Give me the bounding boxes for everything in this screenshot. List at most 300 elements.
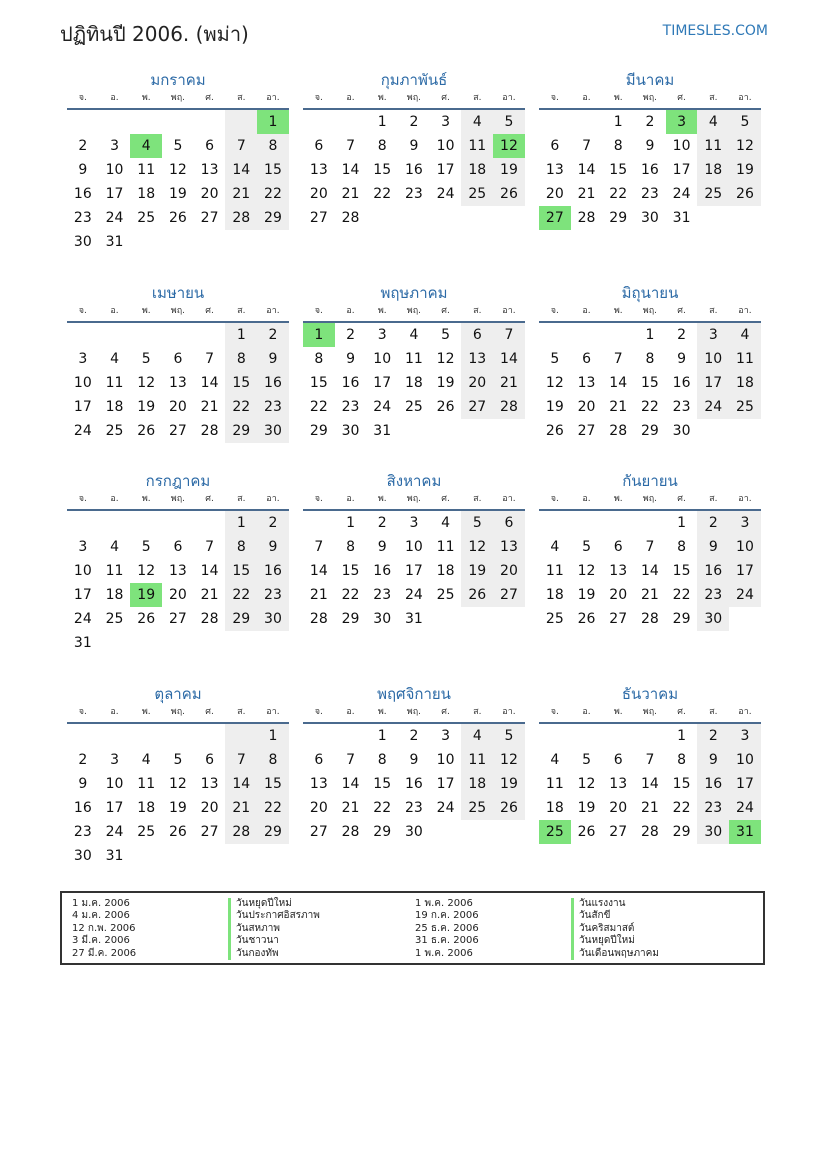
day-cell: 29	[257, 206, 289, 230]
day-cell: 12	[545, 375, 564, 391]
day-cell: 5	[493, 724, 525, 748]
day-cell: 12	[137, 375, 156, 391]
empty-cell	[634, 511, 666, 535]
day-cell: 9	[78, 776, 88, 792]
month-title: มิถุนายน	[621, 284, 679, 302]
weekday-label: ส.	[237, 93, 246, 103]
day-cell: 16	[640, 162, 659, 178]
holiday-day-cell: 1	[303, 323, 335, 347]
day-cell: 18	[436, 563, 455, 579]
day-cell: 14	[577, 162, 596, 178]
day-cell: 6	[314, 138, 324, 154]
legend-date: 3 มี.ค. 2006	[72, 935, 130, 947]
month-title: พฤษภาคม	[380, 284, 448, 302]
day-cell: 8	[677, 539, 687, 555]
empty-cell	[539, 110, 571, 134]
day-cell: 16	[257, 371, 289, 395]
day-cell: 12	[137, 563, 156, 579]
day-cell: 13	[168, 375, 187, 391]
holiday-day-cell: 25	[539, 820, 571, 844]
day-cell: 4	[550, 752, 560, 768]
day-cell: 22	[373, 800, 392, 816]
day-cell: 14	[341, 776, 360, 792]
day-cell: 5	[141, 539, 151, 555]
day-cell: 12	[436, 351, 455, 367]
day-cell: 23	[341, 399, 360, 415]
day-cell: 23	[73, 824, 92, 840]
day-cell: 10	[404, 539, 423, 555]
month-block	[303, 471, 525, 631]
empty-cell	[162, 323, 194, 347]
day-cell: 17	[697, 371, 729, 395]
day-cell: 23	[257, 395, 289, 419]
day-cell: 8	[257, 134, 289, 158]
empty-cell	[571, 323, 603, 347]
empty-cell	[571, 511, 603, 535]
weekday-label: อา.	[266, 93, 280, 103]
legend-dates-2	[415, 898, 479, 960]
day-cell: 26	[436, 399, 455, 415]
day-cell: 3	[377, 327, 387, 343]
weekday-label: จ.	[78, 93, 87, 103]
day-cell: 3	[441, 114, 451, 130]
day-cell: 1	[613, 114, 623, 130]
day-cell: 15	[225, 371, 257, 395]
weekday-label: ศ.	[205, 93, 214, 103]
day-grid	[303, 110, 525, 230]
day-cell: 11	[545, 776, 564, 792]
day-cell: 23	[373, 587, 392, 603]
day-cell: 28	[341, 824, 360, 840]
weekday-label: อา.	[502, 306, 516, 316]
day-cell: 25	[436, 587, 455, 603]
day-cell: 16	[697, 559, 729, 583]
day-cell: 9	[677, 351, 687, 367]
weekday-label: จ.	[550, 494, 559, 504]
day-cell: 11	[137, 162, 156, 178]
day-cell: 14	[493, 347, 525, 371]
day-cell: 30	[672, 423, 691, 439]
day-cell: 19	[461, 559, 493, 583]
day-cell: 15	[225, 559, 257, 583]
day-cell: 9	[257, 347, 289, 371]
day-cell: 16	[672, 375, 691, 391]
day-cell: 24	[73, 423, 92, 439]
weekday-label: ศ.	[441, 494, 450, 504]
day-cell: 17	[436, 776, 455, 792]
day-cell: 1	[377, 114, 387, 130]
day-cell: 10	[73, 375, 92, 391]
day-cell: 14	[225, 772, 257, 796]
weekday-header	[539, 493, 761, 511]
day-cell: 9	[697, 535, 729, 559]
month-title: กรกฎาคม	[145, 472, 211, 490]
legend-date: 12 ก.พ. 2006	[72, 922, 136, 934]
day-cell: 19	[168, 186, 187, 202]
day-cell: 6	[314, 752, 324, 768]
day-cell: 1	[225, 323, 257, 347]
day-cell: 15	[257, 158, 289, 182]
legend-holiday-name: วันกองทัพ	[228, 948, 320, 960]
weekday-label: อ.	[582, 494, 591, 504]
day-cell: 17	[404, 563, 423, 579]
day-cell: 24	[373, 399, 392, 415]
day-cell: 29	[257, 820, 289, 844]
weekday-label: พฤ.	[406, 93, 422, 103]
month-block	[67, 283, 289, 443]
day-cell: 28	[640, 824, 659, 840]
day-cell: 9	[697, 748, 729, 772]
day-cell: 22	[672, 587, 691, 603]
weekday-label: ส.	[473, 494, 482, 504]
day-cell: 27	[461, 395, 493, 419]
month-title: มีนาคม	[625, 71, 675, 89]
day-cell: 19	[436, 375, 455, 391]
day-cell: 20	[168, 399, 187, 415]
empty-cell	[335, 724, 367, 748]
day-cell: 23	[672, 399, 691, 415]
weekday-label: อา.	[738, 93, 752, 103]
day-cell: 6	[493, 511, 525, 535]
empty-cell	[67, 110, 99, 134]
day-cell: 28	[309, 611, 328, 627]
weekday-label: พฤ.	[642, 306, 658, 316]
empty-cell	[571, 724, 603, 748]
weekday-label: อา.	[502, 494, 516, 504]
legend-holiday-name: วันชาวนา	[228, 935, 320, 947]
day-cell: 1	[645, 327, 655, 343]
legend-date: 4 ม.ค. 2006	[72, 910, 130, 922]
weekday-header	[67, 92, 289, 110]
day-cell: 24	[73, 611, 92, 627]
day-cell: 9	[409, 138, 419, 154]
day-cell: 14	[225, 158, 257, 182]
day-cell: 21	[225, 796, 257, 820]
empty-cell	[602, 511, 634, 535]
day-cell: 14	[309, 563, 328, 579]
holiday-day-cell: 3	[666, 110, 698, 134]
month-block	[303, 283, 525, 443]
day-cell: 22	[225, 583, 257, 607]
empty-cell	[162, 724, 194, 748]
day-grid	[67, 511, 289, 655]
weekday-header	[539, 305, 761, 323]
weekday-label: พฤ.	[170, 93, 186, 103]
site-link[interactable]: TIMESLES.COM	[662, 23, 768, 39]
day-cell: 10	[105, 776, 124, 792]
day-cell: 13	[545, 162, 564, 178]
day-cell: 16	[341, 375, 360, 391]
day-cell: 28	[225, 206, 257, 230]
weekday-label: พฤ.	[170, 707, 186, 717]
day-cell: 19	[493, 772, 525, 796]
day-cell: 15	[341, 563, 360, 579]
day-cell: 5	[141, 351, 151, 367]
day-cell: 23	[73, 210, 92, 226]
day-cell: 5	[173, 138, 183, 154]
legend-names-1	[228, 898, 320, 960]
day-cell: 25	[729, 395, 761, 419]
day-cell: 30	[73, 234, 92, 250]
day-cell: 22	[373, 186, 392, 202]
weekday-label: ศ.	[205, 494, 214, 504]
day-cell: 28	[640, 611, 659, 627]
weekday-label: จ.	[314, 707, 323, 717]
day-cell: 13	[168, 563, 187, 579]
weekday-label: อ.	[110, 707, 119, 717]
day-cell: 17	[73, 399, 92, 415]
weekday-label: จ.	[78, 707, 87, 717]
day-cell: 21	[341, 800, 360, 816]
day-cell: 21	[577, 186, 596, 202]
day-cell: 18	[105, 399, 124, 415]
day-cell: 6	[205, 138, 215, 154]
day-cell: 18	[461, 158, 493, 182]
day-cell: 14	[200, 375, 219, 391]
weekday-label: อ.	[110, 93, 119, 103]
day-cell: 7	[645, 539, 655, 555]
day-cell: 28	[577, 210, 596, 226]
day-cell: 27	[200, 824, 219, 840]
day-cell: 17	[105, 800, 124, 816]
day-cell: 12	[493, 748, 525, 772]
weekday-label: จ.	[78, 306, 87, 316]
day-cell: 6	[613, 752, 623, 768]
day-cell: 27	[309, 210, 328, 226]
day-cell: 16	[73, 800, 92, 816]
day-cell: 18	[697, 158, 729, 182]
empty-cell	[303, 724, 335, 748]
month-title: มกราคม	[150, 71, 206, 89]
empty-cell	[335, 110, 367, 134]
day-cell: 11	[461, 134, 493, 158]
empty-cell	[194, 511, 226, 535]
day-cell: 31	[73, 635, 92, 651]
legend-holiday-name: วันสักขี	[571, 910, 659, 922]
day-cell: 10	[105, 162, 124, 178]
day-cell: 1	[257, 724, 289, 748]
day-cell: 3	[729, 724, 761, 748]
day-cell: 29	[341, 611, 360, 627]
day-cell: 12	[168, 776, 187, 792]
day-cell: 26	[545, 423, 564, 439]
legend-dates-1	[72, 898, 136, 960]
day-cell: 29	[225, 607, 257, 631]
day-cell: 15	[373, 776, 392, 792]
day-cell: 25	[545, 611, 564, 627]
day-cell: 16	[373, 563, 392, 579]
empty-cell	[130, 323, 162, 347]
empty-cell	[634, 724, 666, 748]
day-cell: 2	[78, 138, 88, 154]
day-cell: 22	[640, 399, 659, 415]
legend-holiday-name: วันประกาศอิสรภาพ	[228, 910, 320, 922]
day-cell: 7	[346, 138, 355, 154]
day-cell: 11	[137, 776, 156, 792]
day-cell: 18	[729, 371, 761, 395]
holiday-day-cell: 4	[130, 134, 162, 158]
day-cell: 26	[137, 611, 156, 627]
weekday-label: พฤ.	[170, 494, 186, 504]
day-cell: 25	[461, 796, 493, 820]
day-cell: 27	[309, 824, 328, 840]
empty-cell	[194, 323, 226, 347]
day-cell: 10	[436, 752, 455, 768]
day-cell: 24	[436, 800, 455, 816]
day-cell: 7	[346, 752, 355, 768]
day-cell: 22	[257, 182, 289, 206]
weekday-header	[67, 706, 289, 724]
day-cell: 30	[341, 423, 360, 439]
day-cell: 9	[257, 535, 289, 559]
empty-cell	[602, 323, 634, 347]
legend-holiday-name: วันคริสมาสต์	[571, 923, 659, 935]
legend-holiday-name: วันหยุดปีใหม่	[571, 935, 659, 947]
day-cell: 15	[373, 162, 392, 178]
day-cell: 13	[309, 776, 328, 792]
day-cell: 4	[697, 110, 729, 134]
day-cell: 30	[257, 419, 289, 443]
day-cell: 23	[257, 583, 289, 607]
day-cell: 30	[257, 607, 289, 631]
day-cell: 3	[697, 323, 729, 347]
day-cell: 10	[436, 138, 455, 154]
month-block	[67, 471, 289, 655]
day-cell: 18	[545, 587, 564, 603]
legend-holiday-name: วันหยุดปีใหม่	[228, 898, 320, 910]
day-cell: 21	[225, 182, 257, 206]
day-cell: 4	[550, 539, 560, 555]
weekday-label: พ.	[613, 93, 623, 103]
day-cell: 8	[346, 539, 355, 555]
month-title: เมษายน	[151, 284, 205, 302]
page-title: ปฏิทินปี 2006. (พม่า)	[60, 22, 249, 46]
day-cell: 8	[613, 138, 623, 154]
weekday-label: ส.	[473, 707, 482, 717]
weekday-header	[539, 706, 761, 724]
weekday-label: จ.	[550, 707, 559, 717]
day-cell: 13	[200, 162, 219, 178]
day-cell: 22	[225, 395, 257, 419]
day-cell: 25	[105, 611, 124, 627]
month-title: กุมภาพันธ์	[380, 71, 448, 89]
legend-names-2	[571, 898, 659, 960]
empty-cell	[67, 724, 99, 748]
day-cell: 5	[461, 511, 493, 535]
weekday-label: อา.	[738, 707, 752, 717]
day-cell: 10	[73, 563, 92, 579]
day-cell: 14	[640, 563, 659, 579]
weekday-label: จ.	[78, 494, 87, 504]
day-cell: 29	[373, 824, 392, 840]
day-cell: 15	[640, 375, 659, 391]
day-cell: 19	[577, 587, 596, 603]
day-cell: 14	[341, 162, 360, 178]
day-cell: 13	[309, 162, 328, 178]
day-cell: 21	[609, 399, 628, 415]
day-cell: 28	[200, 423, 219, 439]
day-cell: 11	[729, 347, 761, 371]
day-cell: 17	[373, 375, 392, 391]
day-cell: 31	[105, 848, 124, 864]
day-cell: 12	[729, 134, 761, 158]
empty-cell	[99, 110, 131, 134]
weekday-label: ศ.	[205, 707, 214, 717]
weekday-label: อา.	[738, 306, 752, 316]
day-grid	[303, 511, 525, 631]
legend-date: 1 ม.ค. 2006	[72, 898, 130, 909]
day-cell: 21	[640, 800, 659, 816]
day-cell: 10	[672, 138, 691, 154]
day-cell: 15	[672, 776, 691, 792]
day-cell: 20	[545, 186, 564, 202]
day-cell: 7	[225, 134, 257, 158]
weekday-label: จ.	[314, 494, 323, 504]
empty-cell	[602, 724, 634, 748]
day-cell: 24	[672, 186, 691, 202]
day-cell: 7	[613, 351, 623, 367]
day-cell: 21	[200, 399, 219, 415]
day-grid	[67, 323, 289, 443]
empty-cell	[162, 511, 194, 535]
day-cell: 27	[577, 423, 596, 439]
empty-cell	[539, 323, 571, 347]
empty-cell	[303, 511, 335, 535]
day-cell: 23	[697, 583, 729, 607]
weekday-label: พ.	[377, 707, 387, 717]
day-cell: 20	[200, 800, 219, 816]
day-cell: 6	[461, 323, 493, 347]
weekday-label: ส.	[709, 494, 718, 504]
weekday-label: อ.	[346, 306, 355, 316]
month-title: ตุลาคม	[154, 685, 202, 703]
month-block	[539, 471, 761, 631]
day-cell: 17	[436, 162, 455, 178]
day-cell: 29	[225, 419, 257, 443]
day-cell: 7	[493, 323, 525, 347]
day-cell: 25	[461, 182, 493, 206]
day-grid	[539, 323, 761, 443]
day-cell: 31	[105, 234, 124, 250]
day-cell: 22	[609, 186, 628, 202]
weekday-label: พฤ.	[642, 93, 658, 103]
day-cell: 13	[200, 776, 219, 792]
day-cell: 15	[672, 563, 691, 579]
day-cell: 9	[78, 162, 88, 178]
month-title: พฤศจิกายน	[377, 685, 451, 703]
day-cell: 29	[309, 423, 328, 439]
day-cell: 3	[441, 728, 451, 744]
empty-cell	[67, 323, 99, 347]
day-cell: 8	[677, 752, 687, 768]
day-cell: 14	[609, 375, 628, 391]
day-cell: 8	[377, 138, 387, 154]
day-cell: 10	[373, 351, 392, 367]
day-cell: 28	[493, 395, 525, 419]
day-cell: 15	[309, 375, 328, 391]
day-cell: 26	[493, 182, 525, 206]
empty-cell	[67, 511, 99, 535]
empty-cell	[130, 724, 162, 748]
day-cell: 26	[577, 611, 596, 627]
weekday-label: พฤ.	[406, 306, 422, 316]
weekday-label: พ.	[141, 494, 151, 504]
empty-cell	[303, 110, 335, 134]
day-cell: 24	[729, 796, 761, 820]
holiday-day-cell: 27	[539, 206, 571, 230]
day-cell: 24	[105, 824, 124, 840]
day-cell: 25	[404, 399, 423, 415]
